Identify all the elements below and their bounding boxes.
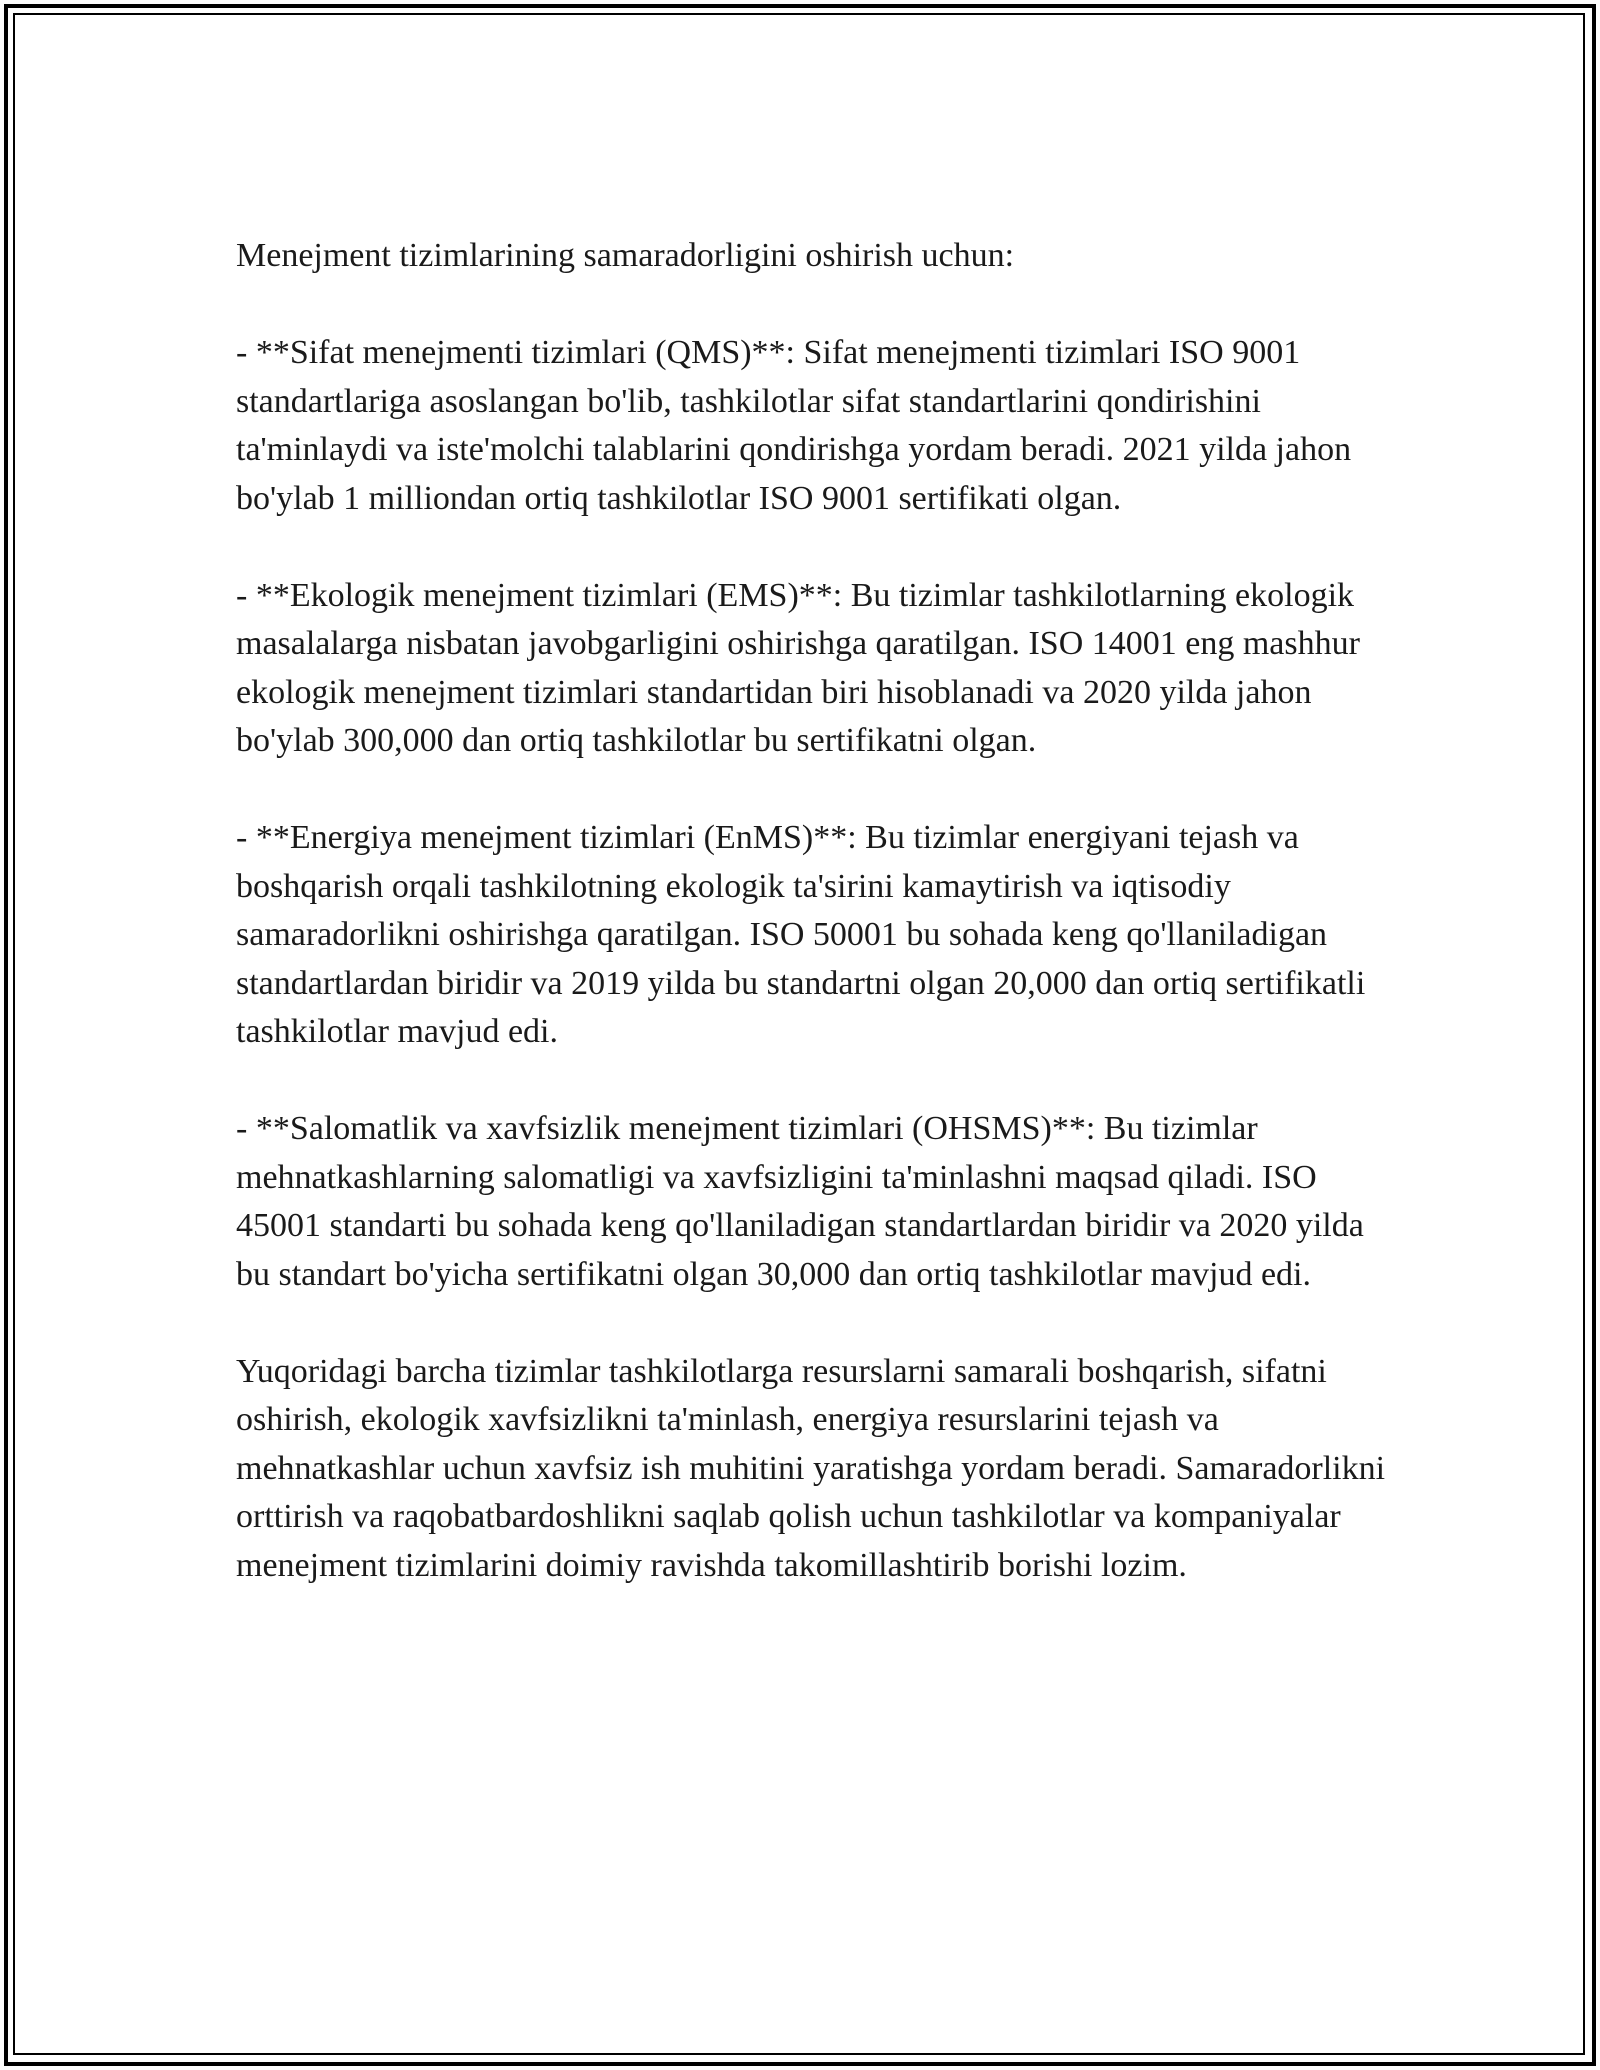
document-body — [236, 232, 1386, 1639]
conclusion-paragraph: Yuqoridagi barcha tizimlar tashkilotlarga resurslarni samarali boshqarish, sifatni oshirish, ekologik xavfsizlikni ta'minlash, energiya resurslarini tejash va mehnatkashlar uchun xavfsiz ish muhitini yaratishga yordam beradi. Samaradorlikni orttirish va raqobatbardoshlikni saqlab qolish uchun tashkilotlar va kompaniyalar menejment tizimlarini doimiy ravishda takomillashtirib borishi lozim. — [236, 1352, 1386, 1584]
ems-paragraph: - **Ekologik menejment tizimlari (EMS)**: Bu tizimlar tashkilotlarning ekologik masalalarga nisbatan javobgarligini oshirishga qaratilgan. ISO 14001 eng mashhur ekologik menejment tizimlari standartidan biri hisoblanadi va 2020 yilda jahon bo'ylab 300,000 dan ortiq tashkilotlar bu sertifikatni olgan. — [236, 576, 1360, 759]
ohsms-paragraph: - **Salomatlik va xavfsizlik menejment tizimlari (OHSMS)**: Bu tizimlar mehnatkashlarning salomatligi va xavfsizligini ta'minlashni maqsad qiladi. ISO 45001 standarti bu sohada keng qo'llaniladigan standartlardan biridir va 2020 yilda bu standart bo'yicha sertifikatni olgan 30,000 dan ortiq tashkilotlar mavjud edi. — [236, 1110, 1364, 1293]
enms-paragraph: - **Energiya menejment tizimlari (EnMS)**: Bu tizimlar energiyani tejash va boshqarish orqali tashkilotning ekologik ta'sirini kamaytirish va iqtisodiy samaradorlikni oshirishga qaratilgan. ISO 50001 bu sohada keng qo'llaniladigan standartlardan biridir va 2019 yilda bu standartni olgan 20,000 dan ortiq sertifikatli tashkilotlar mavjud edi. — [236, 819, 1366, 1050]
qms-paragraph: - **Sifat menejmenti tizimlari (QMS)**: Sifat menejmenti tizimlari ISO 9001 standartlariga asoslangan bo'lib, tashkilotlar sifat standartlarini qondirishini ta'minlaydi va iste'molchi talablarini qondirishga yordam beradi. 2021 yilda jahon bo'ylab 1 milliondan ortiq tashkilotlar ISO 9001 sertifikati olgan. — [236, 334, 1352, 517]
intro-paragraph: Menejment tizimlarining samaradorligini oshirish uchun: — [236, 237, 1015, 274]
